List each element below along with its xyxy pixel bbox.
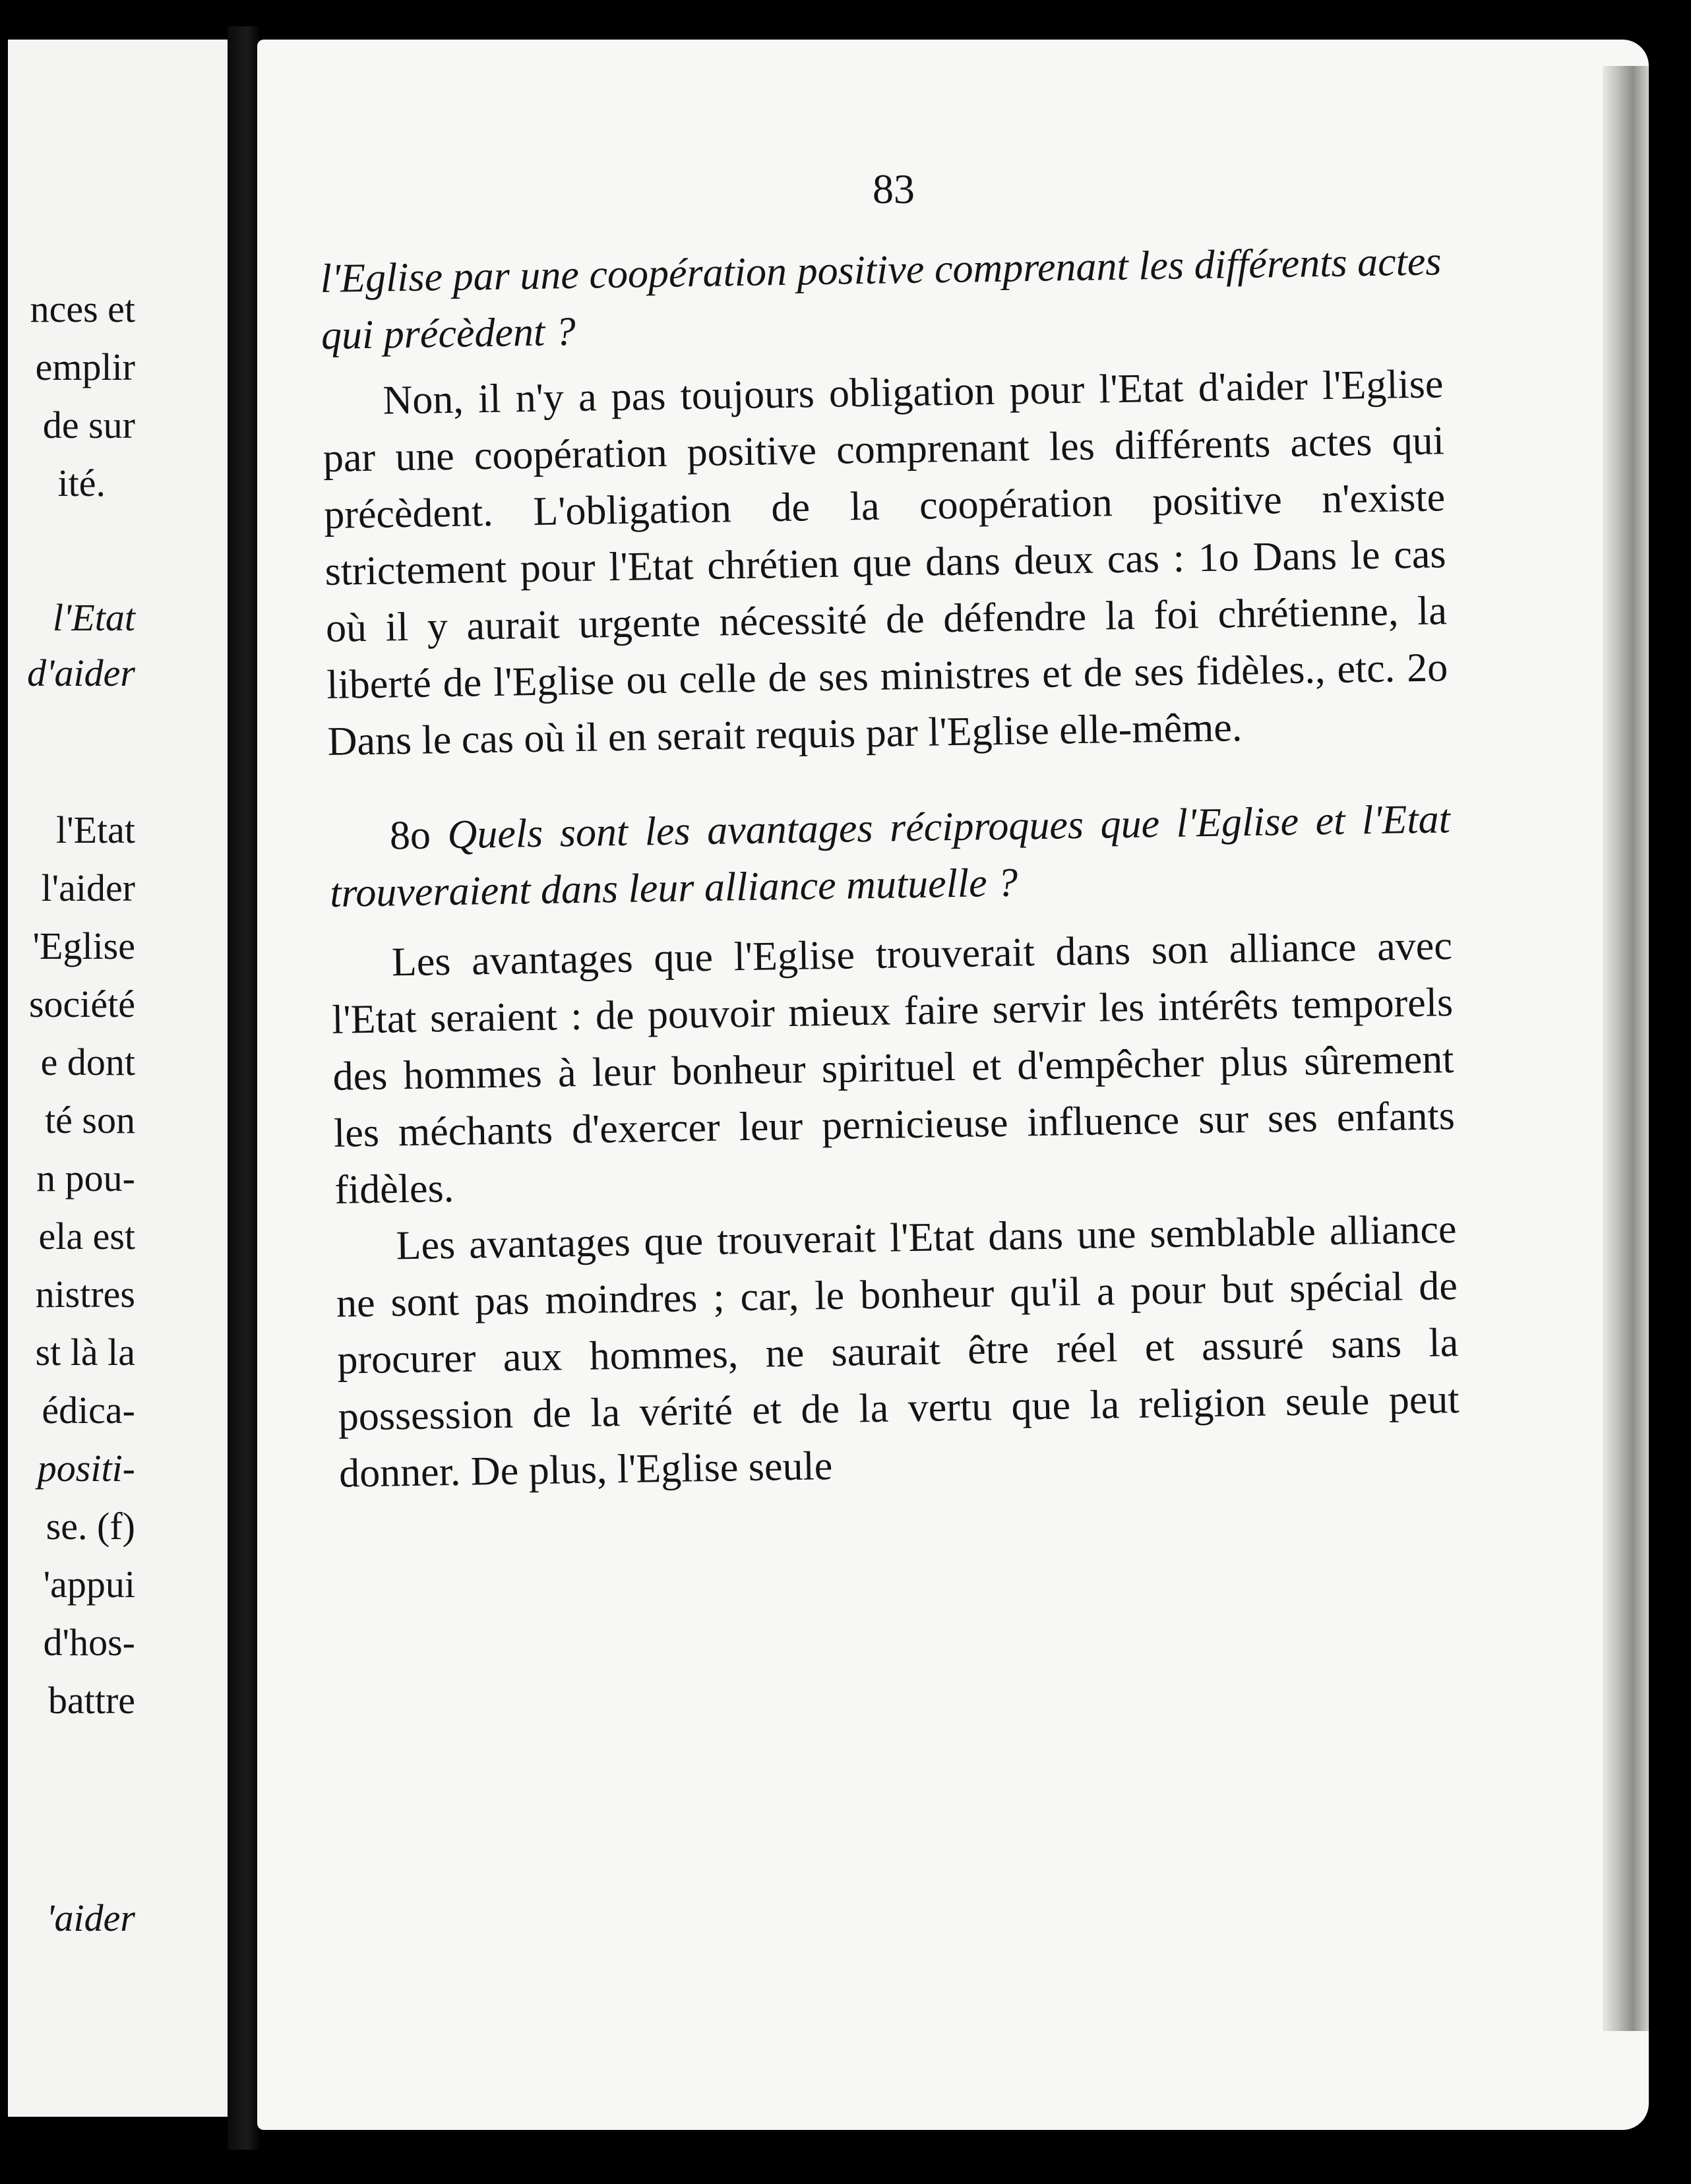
left-line-22: battre	[47, 1679, 135, 1722]
left-line-18: positi-	[37, 1447, 135, 1490]
left-line-3: de sur	[42, 404, 135, 446]
book-gutter	[228, 26, 259, 2150]
page-body	[320, 233, 1461, 1502]
left-line-11: e dont	[40, 1041, 135, 1083]
question-8-text: Quels sont les avantages réciproques que l'Eglise et l'Etat trouveraient dans leur alliance mutuelle ?	[329, 797, 1451, 916]
left-line-6: d'aider	[27, 652, 135, 694]
left-line-9: 'Eglise	[32, 925, 135, 967]
left-line-7: l'Etat	[56, 808, 135, 851]
page-number: 83	[873, 166, 915, 212]
answer-8-paragraph-2: Les avantages que trouverait l'Etat dans une semblable alliance ne sont pas moindres ; car, le bonheur qu'il a pour but spécial de procurer aux hommes, ne saurait être réel et assuré sans la possession de la vérité et de la vertu que la religion seule peut donner. De plus, l'Eglise seule	[336, 1207, 1460, 1496]
left-line-12: té son	[45, 1099, 135, 1141]
question-continued: l'Eglise par une coopération positive comprenant les différents actes qui précèdent ?	[320, 239, 1442, 358]
left-line-21: d'hos-	[43, 1621, 135, 1664]
left-line-4: ité.	[57, 462, 106, 504]
question-8	[328, 791, 1451, 922]
left-line-5: l'Etat	[52, 596, 135, 639]
left-line-14: ela est	[38, 1215, 135, 1258]
left-line-15: nistres	[35, 1273, 135, 1316]
left-line-1: nces et	[30, 288, 135, 330]
left-line-17: édica-	[42, 1389, 135, 1432]
question-8-number: 8o	[389, 812, 431, 859]
left-line-23: 'aider	[46, 1896, 135, 1939]
answer-paragraph-1: Non, il n'y a pas toujours obligation pour l'Etat d'aider l'Eglise par une coopération positive comprenant les différents actes qui précèdent. L'obligation de la coopération positive n'existe strictement pour l'Etat chrétien que dans deux cas : 1o Dans le cas où il y aurait urgente nécessité de défendre la foi chrétienne, la liberté de l'Eglise ou celle de ses ministres et de ses fidèles., etc. 2o Dans le cas où il en serait requis par l'Eglise elle-même.	[323, 361, 1448, 764]
left-line-19: se. (f)	[46, 1505, 135, 1548]
left-line-13: n pou-	[36, 1157, 135, 1199]
answer-8-paragraph-1: Les avantages que l'Eglise trouverait dans son alliance avec l'Etat seraient : de pouvoir mieux faire servir les intérêts temporels des hommes à leur bonheur spirituel et d'empêcher plus sûrement les méchants d'exercer leur pernicieuse influence sur ses enfants fidèles.	[331, 923, 1456, 1213]
left-line-2: emplir	[35, 346, 135, 388]
left-line-20: 'appui	[43, 1563, 135, 1606]
page-83	[257, 40, 1649, 2130]
left-line-16: st là la	[35, 1331, 135, 1374]
facing-page-left	[0, 40, 228, 2117]
left-line-10: société	[28, 983, 135, 1025]
left-line-8: l'aider	[41, 866, 135, 909]
page-edge-shading	[1603, 66, 1649, 2031]
